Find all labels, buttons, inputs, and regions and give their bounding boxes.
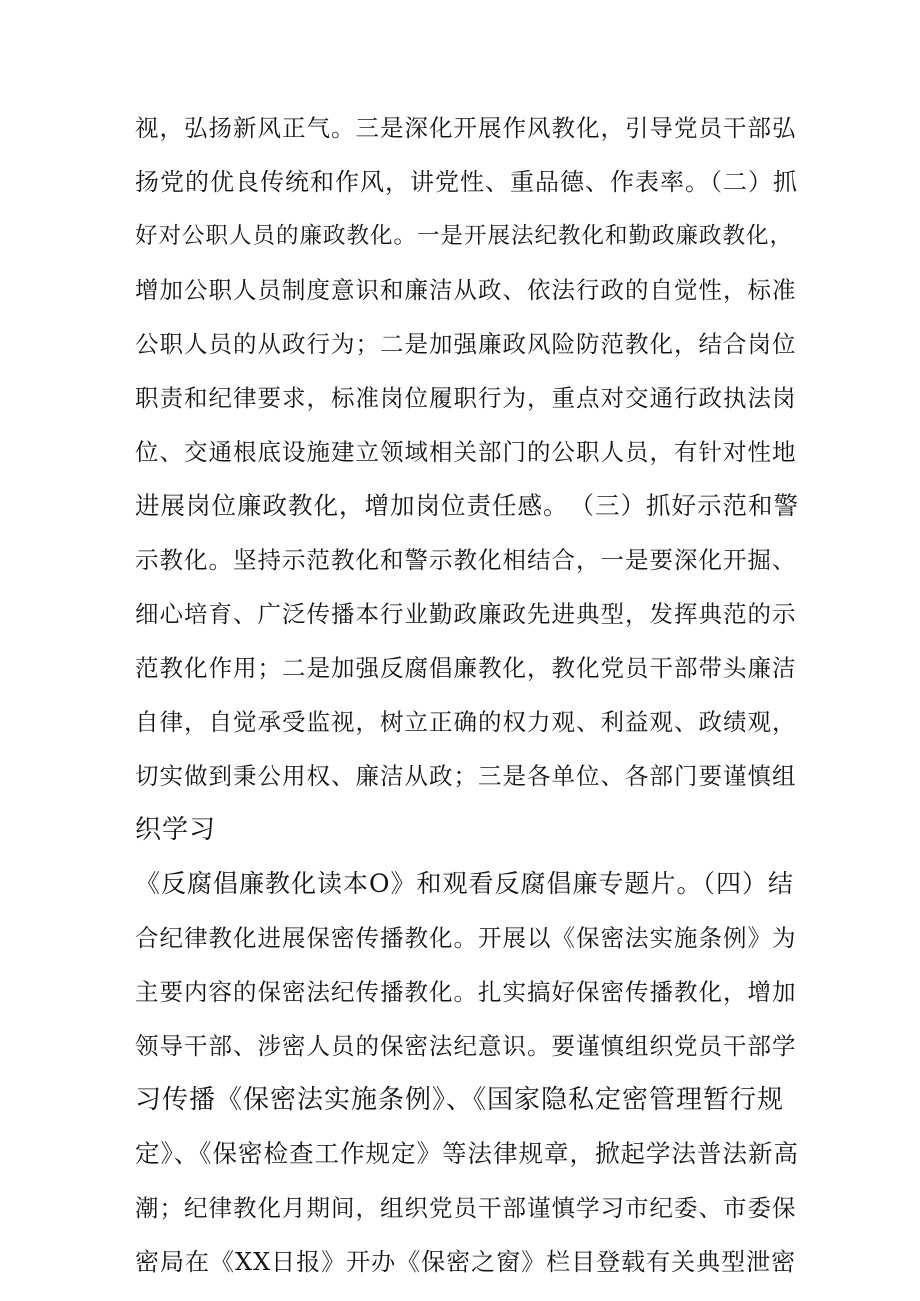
text-line: 主要内容的保密法纪传播教化。扎实搞好保密传播教化，增加 [135, 978, 797, 1006]
text-line: 位、交通根底设施建立领域相关部门的公职人员，有针对性地 [135, 438, 797, 466]
text-line: 示教化。坚持示范教化和警示教化相结合，一是要深化开掘、 [135, 546, 797, 574]
text-line: 织学习 [135, 815, 217, 845]
text-line: 视，弘扬新风正气。三是深化开展作风教化，引导党员干部弘 [135, 114, 797, 142]
text-line: 密局在《XX日报》开办《保密之窗》栏目登载有关典型泄密 [135, 1248, 797, 1276]
text-line: 范教化作用；二是加强反腐倡廉教化，教化党员干部带头廉洁 [135, 654, 797, 682]
text-line: 潮；纪律教化月期间，组织党员干部谨慎学习市纪委、市委保 [135, 1194, 797, 1222]
text-line: 定》、《保密检查工作规定》等法律规章，掀起学法普法新高 [135, 1139, 799, 1168]
text-line: 合纪律教化进展保密传播教化。开展以《保密法实施条例》为 [135, 924, 797, 952]
text-line: 进展岗位廉政教化，增加岗位责任感。 （三）抓好示范和警 [135, 491, 799, 520]
text-line: 扬党的优良传统和作风，讲党性、重品德、作表率。（二）抓 [135, 168, 798, 196]
text-line: 增加公职人员制度意识和廉洁从政、依法行政的自觉性，标准 [135, 276, 797, 304]
text-line: 职责和纪律要求，标准岗位履职行为，重点对交通行政执法岗 [135, 384, 797, 412]
text-line: 领导干部、涉密人员的保密法纪意识。要谨慎组织党员干部学 [135, 1032, 797, 1060]
text-line: 自律，自觉承受监视，树立正确的权力观、利益观、政绩观， [135, 708, 797, 736]
text-line: 好对公职人员的廉政教化。一是开展法纪教化和勤政廉政教化， [135, 223, 794, 249]
text-line: 细心培育、广泛传播本行业勤政廉政先进典型，发挥典范的示 [135, 600, 797, 628]
text-line: 公职人员的从政行为；二是加强廉政风险防范教化，结合岗位 [135, 330, 797, 358]
text-line: 切实做到秉公用权、廉洁从政；三是各单位、各部门要谨慎组 [135, 762, 797, 790]
text-line: 习传播《保密法实施条例》、《国家隐私定密管理暂行规 [135, 1085, 785, 1115]
text-line: 《反腐倡廉教化读本O》和观看反腐倡廉专题片。（四）结 [135, 869, 794, 898]
